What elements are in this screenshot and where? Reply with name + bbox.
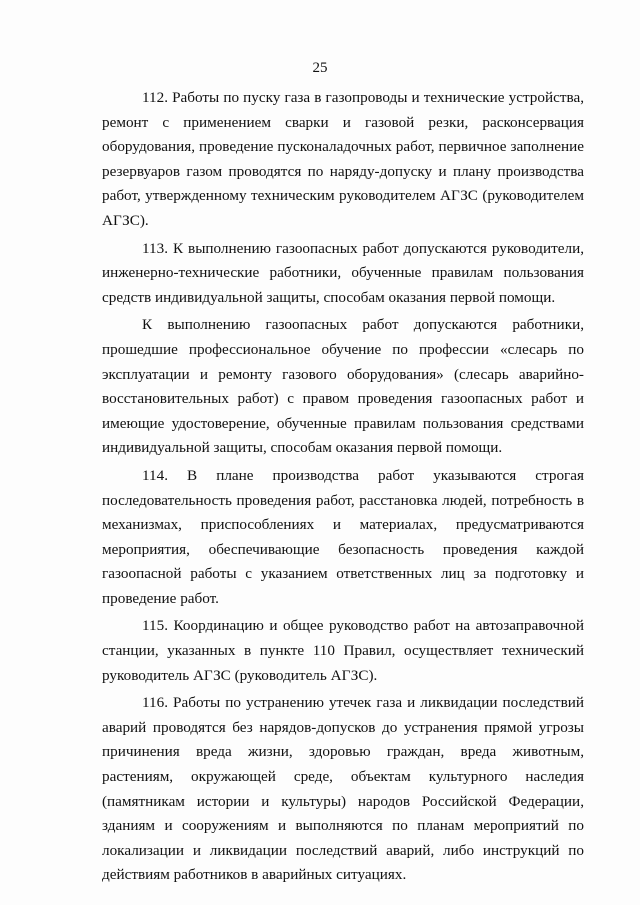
page-number: 25 (312, 60, 328, 76)
paragraph-115: 115. Координацию и общее руководство работ на автозаправочной станции, указанных в пункте 110 Правил, осуществляет технический руководитель АГЗС (руководитель АГЗС). (102, 617, 584, 684)
paragraph-114: 114. В плане производства работ указываются строгая последовательность проведения работ, расстановка людей, потребность в механизмах, приспособлениях и материалах, предусматриваются мероприятия, обеспечивающие безопасность проведения каждой газоопасной работы с указанием ответственных лиц за подготовку и проведение работ. (102, 466, 584, 607)
document-body (102, 86, 584, 888)
paragraph-116: 116. Работы по устранению утечек газа и ликвидации последствий аварий проводятся без нарядов-допусков до устранения прямой угрозы причинения вреда жизни, здоровью граждан, вреда животным, растениям, окружающей среде, объектам культурного наследия (памятникам истории и культуры) народов Российской Федерации, зданиям и сооружениям и выполняются по планам мероприятий по локализации и ликвидации последствий аварий, либо инструкций по действиям работников в аварийных ситуациях. (102, 694, 584, 884)
paragraph-113-workers: К выполнению газоопасных работ допускаются работники, прошедшие профессиональное обучение по профессии «слесарь по эксплуатации и ремонту газового оборудования» (слесарь аварийно-восстановительных работ) с правом проведения газоопасных работ и имеющие удостоверение, обученные правилам пользования средствами индивидуальной защиты, способам оказания первой помощи. (102, 316, 584, 457)
paragraph-113: 113. К выполнению газоопасных работ допускаются руководители, инженерно-технические работники, обученные правилам пользования средств индивидуальной защиты, способам оказания первой помощи. (102, 239, 584, 306)
paragraph-112: 112. Работы по пуску газа в газопроводы и технические устройства, ремонт с применением сварки и газовой резки, расконсервация оборудования, проведение пусконаладочных работ, первичное заполнение резервуаров газом проводятся по наряду-допуску и плану производства работ, утвержденному техническим руководителем АГЗС (руководителем АГЗС). (102, 89, 584, 229)
